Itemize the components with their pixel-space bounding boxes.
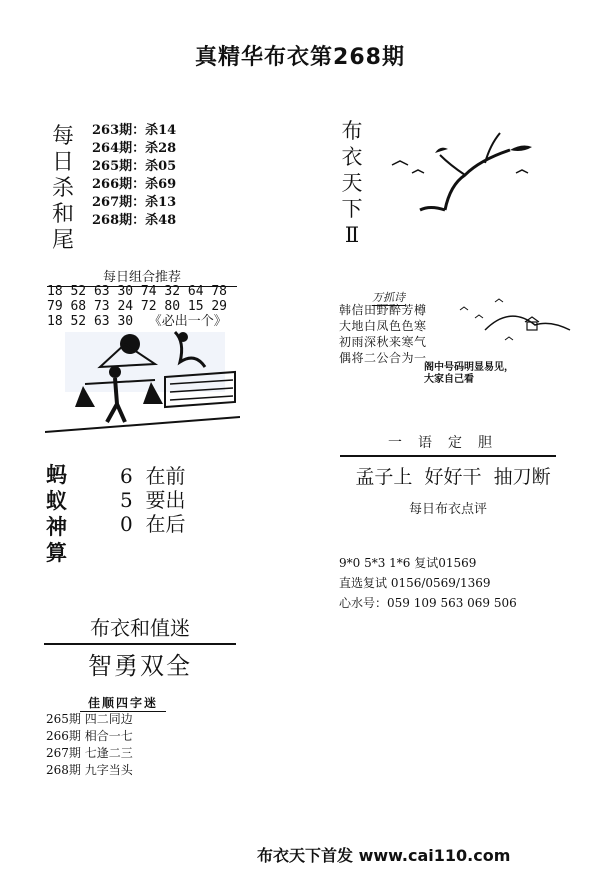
riddle-answer: 智勇双全 [88, 652, 192, 680]
note-line: 阁中号码明显易见， [424, 362, 514, 373]
label-char: 每 [51, 124, 74, 149]
landscape-sketch [455, 290, 575, 350]
four-char-riddle-title: 佳顺四字迷 [80, 694, 166, 712]
label-char: 天 [341, 171, 363, 195]
poem-title: 万抓诗 [372, 291, 405, 304]
landscape-note [424, 362, 514, 386]
list-item: 265期 四二同边 [46, 712, 133, 726]
bird-branch-illustration [390, 125, 540, 215]
motto-text: 孟子上 好好干 抽刀断 [355, 466, 551, 488]
tip-line: 直选复试 0156/0569/1369 [339, 576, 491, 590]
label-char: 神 [46, 514, 67, 539]
list-item: 265期：杀05 [92, 159, 177, 174]
poem-line: 韩信田野醉芳樽 [339, 303, 427, 317]
label-char: 算 [46, 540, 67, 565]
note-line: 大家自己看 [424, 374, 474, 385]
label-char: 蚂 [46, 462, 67, 487]
farmer-scene-illustration [45, 322, 240, 442]
tip-line: 9*0 5*3 1*6 复试01569 [339, 556, 477, 570]
ant-row: 0 在后 [120, 512, 186, 536]
list-item: 268期：杀48 [92, 213, 177, 228]
label-char: 蚁 [46, 488, 67, 513]
daily-kill-label [50, 124, 76, 254]
list-item: 268期 九字当头 [46, 763, 133, 777]
tip-line: 心水号：059 109 563 069 506 [339, 596, 517, 610]
four-char-riddle-list [46, 711, 133, 779]
poem-line: 偶将二公合为一 [339, 351, 427, 365]
list-item: 266期 相合一七 [46, 729, 133, 743]
list-item: 264期：杀28 [92, 141, 177, 156]
page-title: 真精华布衣第268期 [195, 45, 405, 70]
poem-line: 大地白凤色色寒 [339, 319, 427, 333]
label-char: 和 [51, 202, 74, 227]
label-char: 尾 [51, 228, 74, 253]
combo-row: 79 68 73 24 72 80 15 29 [47, 299, 228, 314]
label-char: 杀 [51, 176, 74, 201]
ant-god-label [46, 462, 72, 566]
poem-line: 初雨深秋来寒气 [339, 335, 427, 349]
number-tips [339, 553, 517, 613]
label-char: 布 [341, 119, 363, 143]
kill-tail-list [92, 122, 176, 230]
label-char: 日 [51, 150, 74, 175]
motto-subtitle: 每日布衣点评 [408, 502, 487, 517]
list-item: 267期：杀13 [92, 195, 177, 210]
list-item: 263期：杀14 [92, 123, 177, 138]
combo-row: 18 52 63 30 74 32 64 78 [47, 284, 228, 299]
ant-god-rows [120, 464, 185, 536]
riddle-title: 布衣和值迷 [44, 612, 236, 645]
motto-title: 一语定胆 [340, 432, 556, 457]
poem-lines [339, 302, 427, 366]
label-char: Ⅱ [344, 223, 360, 247]
ant-row: 5 要出 [120, 488, 186, 512]
label-char: 下 [341, 197, 363, 221]
ant-row: 6 在前 [120, 464, 186, 488]
list-item: 266期：杀69 [92, 177, 177, 192]
list-item: 267期 七逢二三 [46, 746, 133, 760]
combo-row: 18 52 63 30 《必出一个》 [47, 314, 227, 329]
label-char: 衣 [341, 145, 363, 169]
bu-yi-tian-xia-label [339, 118, 365, 248]
combo-title: 每日组合推荐 [47, 266, 237, 287]
footer-site-credit: 布衣天下首发 www.cai110.com [257, 846, 511, 865]
